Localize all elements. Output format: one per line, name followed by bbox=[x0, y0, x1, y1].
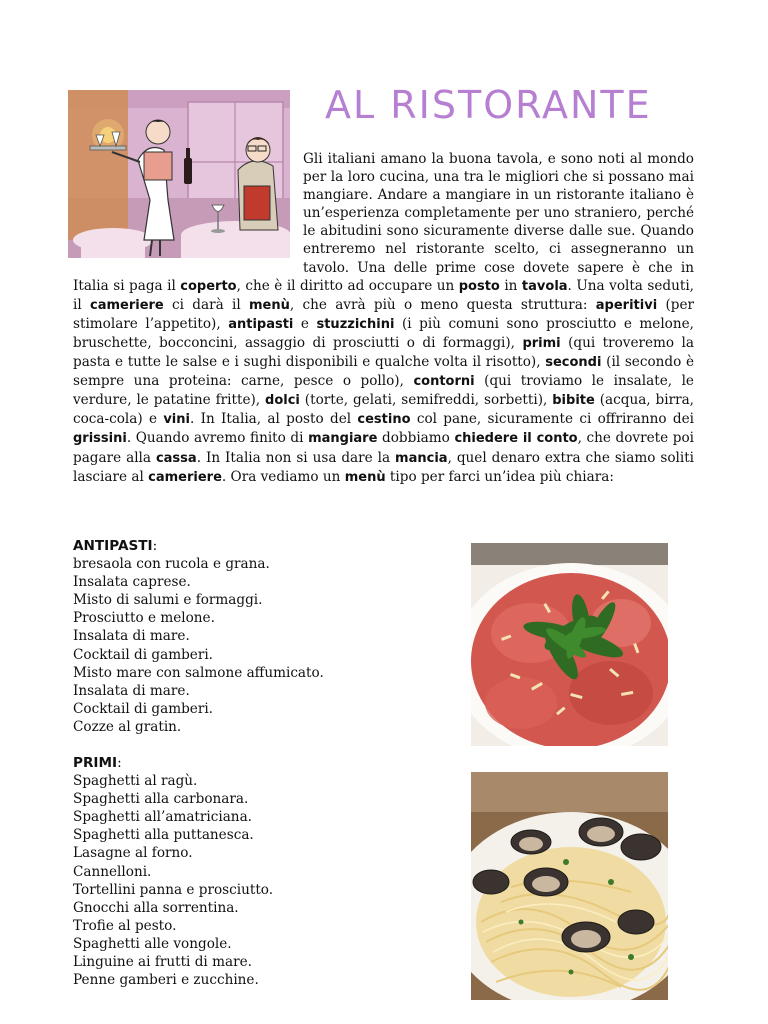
text-run: e bbox=[293, 315, 317, 332]
text-run: ci darà il bbox=[163, 296, 249, 313]
list-item: bresaola con rucola e grana. bbox=[73, 556, 270, 573]
list-item: Gnocchi alla sorrentina. bbox=[73, 899, 239, 916]
text-run: (i più comuni sono prosciutto e melone, bruschette, bocconcini, assaggio di prosciutti o di formaggi), bbox=[73, 315, 694, 351]
list-item: Spaghetti all’amatriciana. bbox=[73, 809, 252, 826]
bold-term: mancia bbox=[395, 450, 448, 466]
text-run: . In Italia, al posto del bbox=[189, 411, 358, 428]
bold-term: menù bbox=[344, 469, 386, 485]
bold-term: dolci bbox=[265, 393, 300, 409]
text-run: (acqua, birra, coca-cola) e bbox=[73, 392, 695, 428]
text-run: (il secondo è sempre una proteina: carne, pesce o pollo), bbox=[73, 354, 694, 390]
text-run: . In Italia non si usa dare la bbox=[196, 449, 396, 466]
intro-paragraph bbox=[73, 150, 694, 487]
bold-term: contorni bbox=[413, 374, 475, 390]
bold-term: menù bbox=[249, 297, 290, 313]
bresaola-rucola-photo bbox=[471, 543, 668, 746]
list-item: Tortellini panna e prosciutto. bbox=[73, 881, 274, 898]
list-item: Spaghetti alle vongole. bbox=[73, 935, 232, 952]
primi-section bbox=[73, 754, 453, 989]
list-item: Spaghetti al ragù. bbox=[73, 773, 198, 790]
bresaola-plate-image bbox=[471, 543, 668, 746]
text-run: dobbiamo bbox=[377, 430, 455, 447]
text-run: in bbox=[499, 277, 522, 294]
text-run: , che è il diritto ad occupare un bbox=[236, 277, 459, 294]
bold-term: aperitivi bbox=[595, 297, 658, 313]
primi-colon: : bbox=[117, 755, 122, 771]
text-run: (qui troviamo le insalate, le verdure, le patatine fritte), bbox=[73, 373, 694, 409]
antipasti-list bbox=[73, 555, 453, 736]
bold-term: grissini bbox=[73, 431, 127, 447]
list-item: Cannelloni. bbox=[73, 863, 152, 880]
bold-term: stuzzichini bbox=[316, 316, 395, 332]
illustration-spacer bbox=[73, 150, 303, 272]
bold-term: coperto bbox=[180, 278, 237, 294]
spaghetti-vongole-photo bbox=[471, 772, 668, 1000]
list-item: Spaghetti alla puttanesca. bbox=[73, 827, 254, 844]
list-item: Penne gamberi e zucchine. bbox=[73, 972, 259, 989]
text-run: , che avrà più o meno questa struttura: bbox=[289, 296, 596, 313]
page-title: AL RISTORANTE bbox=[325, 83, 652, 127]
text-run: col pane, sicuramente ci offriranno dei bbox=[410, 411, 694, 428]
primi-list bbox=[73, 772, 453, 989]
text-run: . Una volta seduti, il bbox=[73, 277, 694, 313]
list-item: Lasagne al forno. bbox=[73, 845, 193, 862]
antipasti-heading-line bbox=[73, 537, 453, 555]
text-run: . Ora vediamo un bbox=[221, 468, 345, 485]
text-run: tipo per farci un’idea più chiara: bbox=[385, 468, 614, 485]
list-item: Cocktail di gamberi. bbox=[73, 646, 213, 663]
list-item: Cozze al gratin. bbox=[73, 718, 182, 735]
bold-term: cestino bbox=[357, 412, 411, 428]
bold-term: cameriere bbox=[148, 469, 222, 485]
text-run: . Quando avremo finito di bbox=[126, 430, 309, 447]
bold-term: primi bbox=[522, 335, 561, 351]
bold-term: mangiare bbox=[308, 431, 378, 447]
bold-term: antipasti bbox=[228, 316, 294, 332]
list-item: Insalata di mare. bbox=[73, 682, 190, 699]
text-run: , che dovrete poi pagare alla bbox=[73, 430, 694, 466]
list-item: Cocktail di gamberi. bbox=[73, 700, 213, 717]
list-item: Misto mare con salmone affumicato. bbox=[73, 664, 324, 681]
bold-term: vini bbox=[163, 412, 190, 428]
bold-term: cameriere bbox=[90, 297, 164, 313]
list-item: Insalata caprese. bbox=[73, 574, 191, 591]
antipasti-section bbox=[73, 537, 453, 736]
text-run: (torte, gelati, semifreddi, sorbetti), bbox=[299, 392, 553, 409]
bold-term: secondi bbox=[545, 355, 602, 371]
text-run: Gli italiani amano la buona tavola, e sono noti al mondo per la loro cucina, una tra le migliori che si possano mai mangiare. Andare a mangiare in un ristorante italiano è un’esperienza completamente per uno straniero, perché le abitudini sono sicuramente diverse dalle sue. Quando entreremo nel ristorante scelto, ci assegneranno un tavolo. Una delle prime cose dovete sapere è che in Italia si paga il bbox=[73, 151, 694, 294]
primi-heading-line bbox=[73, 754, 453, 772]
list-item: Misto di salumi e formaggi. bbox=[73, 592, 263, 609]
list-item: Spaghetti alla carbonara. bbox=[73, 791, 249, 808]
bold-term: bibite bbox=[552, 393, 595, 409]
list-item: Trofie al pesto. bbox=[73, 917, 177, 934]
text-run: (qui troveremo la pasta e tutte le salse e i sughi disponibili e qualche volta il risotto), bbox=[73, 334, 695, 371]
spaghetti-vongole-image bbox=[471, 772, 668, 1000]
primi-heading: PRIMI bbox=[73, 755, 118, 771]
list-item: Prosciutto e melone. bbox=[73, 610, 215, 627]
bold-term: chiedere il conto bbox=[454, 431, 578, 447]
antipasti-heading: ANTIPASTI bbox=[73, 538, 153, 554]
bold-term: tavola bbox=[521, 278, 568, 294]
bold-term: posto bbox=[458, 278, 500, 294]
text-run: , quel denaro extra che siamo soliti lasciare al bbox=[73, 449, 695, 485]
bold-term: cassa bbox=[155, 450, 197, 466]
antipasti-colon: : bbox=[152, 538, 158, 554]
text-run: (per stimolare l’appetito), bbox=[73, 296, 694, 332]
list-item: Linguine ai frutti di mare. bbox=[73, 954, 252, 971]
list-item: Insalata di mare. bbox=[73, 628, 190, 645]
